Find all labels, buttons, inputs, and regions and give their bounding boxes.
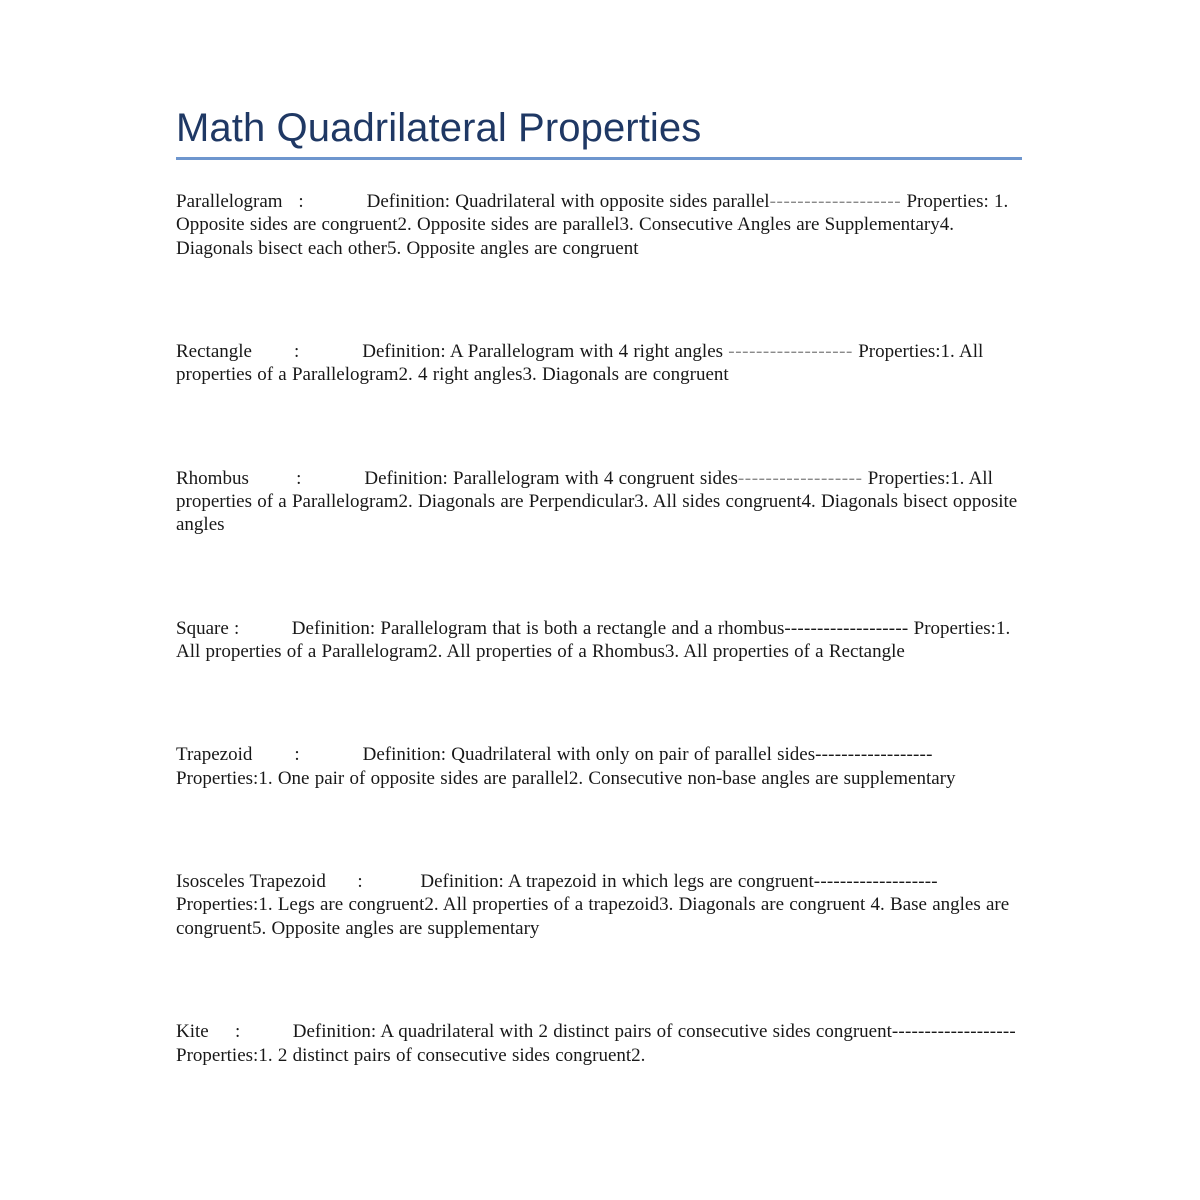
document-content xyxy=(176,106,1022,1067)
shape-paragraph xyxy=(176,190,1022,260)
shape-name: Rectangle xyxy=(176,340,252,362)
shape-definition: Definition: A quadrilateral with 2 distinct pairs of consecutive sides congruent xyxy=(292,1021,892,1043)
shape-name: Parallelogram xyxy=(176,190,283,212)
shape-properties: Properties:1. All properties of a Parallelogram2. Diagonals are Perpendicular3. All sides congruent4. Diagonals bisect opposite angles xyxy=(176,467,1018,536)
shape-section xyxy=(176,190,1022,260)
shape-section xyxy=(176,743,1022,790)
shape-colon: : xyxy=(234,617,240,639)
shape-definition: Definition: Parallelogram that is both a rectangle and a rhombus xyxy=(291,617,785,639)
colon-tab-spacer xyxy=(240,1021,293,1042)
shape-paragraph xyxy=(176,617,1022,664)
dash-separator: ------------------- xyxy=(813,871,938,893)
shape-properties: Properties:1. Legs are congruent2. All properties of a trapezoid3. Diagonals are congruent 4. Base angles are congruent5. Opposite angles are supplementary xyxy=(176,894,1010,939)
shape-properties: Properties:1. One pair of opposite sides are parallel2. Consecutive non-base angles are supplementary xyxy=(176,767,956,789)
shape-colon: : xyxy=(298,190,304,212)
shape-section xyxy=(176,617,1022,664)
shape-name: Square xyxy=(176,617,229,639)
shape-paragraph xyxy=(176,743,1022,790)
shape-properties: Properties:1. All properties of a Parallelogram2. All properties of a Rhombus3. All properties of a Rectangle xyxy=(176,617,1011,663)
dash-separator: ------------------ xyxy=(737,467,863,489)
shape-name: Isosceles Trapezoid xyxy=(176,871,326,893)
name-tab-spacer xyxy=(252,744,294,765)
shape-colon: : xyxy=(294,744,300,766)
shape-colon: : xyxy=(234,1021,241,1043)
colon-tab-spacer xyxy=(239,618,292,639)
shape-paragraph xyxy=(176,467,1022,537)
shape-section xyxy=(176,467,1022,537)
colon-tab-spacer xyxy=(301,468,364,489)
colon-tab-spacer xyxy=(363,871,421,892)
shape-name: Trapezoid xyxy=(176,744,253,766)
sections-list xyxy=(176,190,1022,1067)
shape-definition: Definition: Quadrilateral with opposite sides parallel xyxy=(366,190,770,212)
shape-definition: Definition: A trapezoid in which legs are congruent xyxy=(420,871,814,893)
shape-paragraph xyxy=(176,870,1022,940)
shape-section xyxy=(176,870,1022,940)
shape-colon: : xyxy=(293,340,300,362)
name-tab-spacer xyxy=(326,871,358,892)
shape-name: Kite xyxy=(176,1021,209,1043)
shape-definition: Definition: A Parallelogram with 4 right angles xyxy=(362,340,729,362)
shape-definition: Definition: Quadrilateral with only on pair of parallel sides xyxy=(362,744,816,766)
page-title: Math Quadrilateral Properties xyxy=(176,106,702,150)
shape-section xyxy=(176,1020,1022,1067)
shape-section xyxy=(176,340,1022,387)
name-tab-spacer xyxy=(252,341,294,362)
name-tab-spacer xyxy=(283,191,299,212)
shape-paragraph xyxy=(176,340,1022,387)
dash-separator: ------------------- xyxy=(784,617,909,639)
title-underline-rule xyxy=(176,157,1022,160)
dash-separator: ------------------- xyxy=(769,190,902,212)
dash-separator: ------------------ xyxy=(815,744,933,766)
shape-properties: Properties:1. 2 distinct pairs of consecutive sides congruent2. xyxy=(176,1044,646,1066)
dash-separator: ------------------- xyxy=(891,1021,1016,1043)
shape-properties: Properties:1. All properties of a Parallelogram2. 4 right angles3. Diagonals are congruent xyxy=(176,340,984,386)
shape-paragraph xyxy=(176,1020,1022,1067)
colon-tab-spacer xyxy=(300,744,363,765)
dash-separator: ------------------ xyxy=(728,340,853,362)
shape-definition: Definition: Parallelogram with 4 congruent sides xyxy=(364,467,738,489)
colon-tab-spacer xyxy=(299,341,362,362)
shape-colon: : xyxy=(296,467,302,489)
shape-colon: : xyxy=(357,871,363,893)
name-tab-spacer xyxy=(209,1021,235,1042)
shape-properties: Properties: 1. Opposite sides are congruent2. Opposite sides are parallel3. Consecutive Angles are Supplementary4. Diagonals bisect each other5. Opposite angles are congruent xyxy=(176,190,1009,259)
shape-name: Rhombus xyxy=(176,467,249,489)
name-tab-spacer xyxy=(249,468,296,489)
colon-tab-spacer xyxy=(304,191,367,212)
